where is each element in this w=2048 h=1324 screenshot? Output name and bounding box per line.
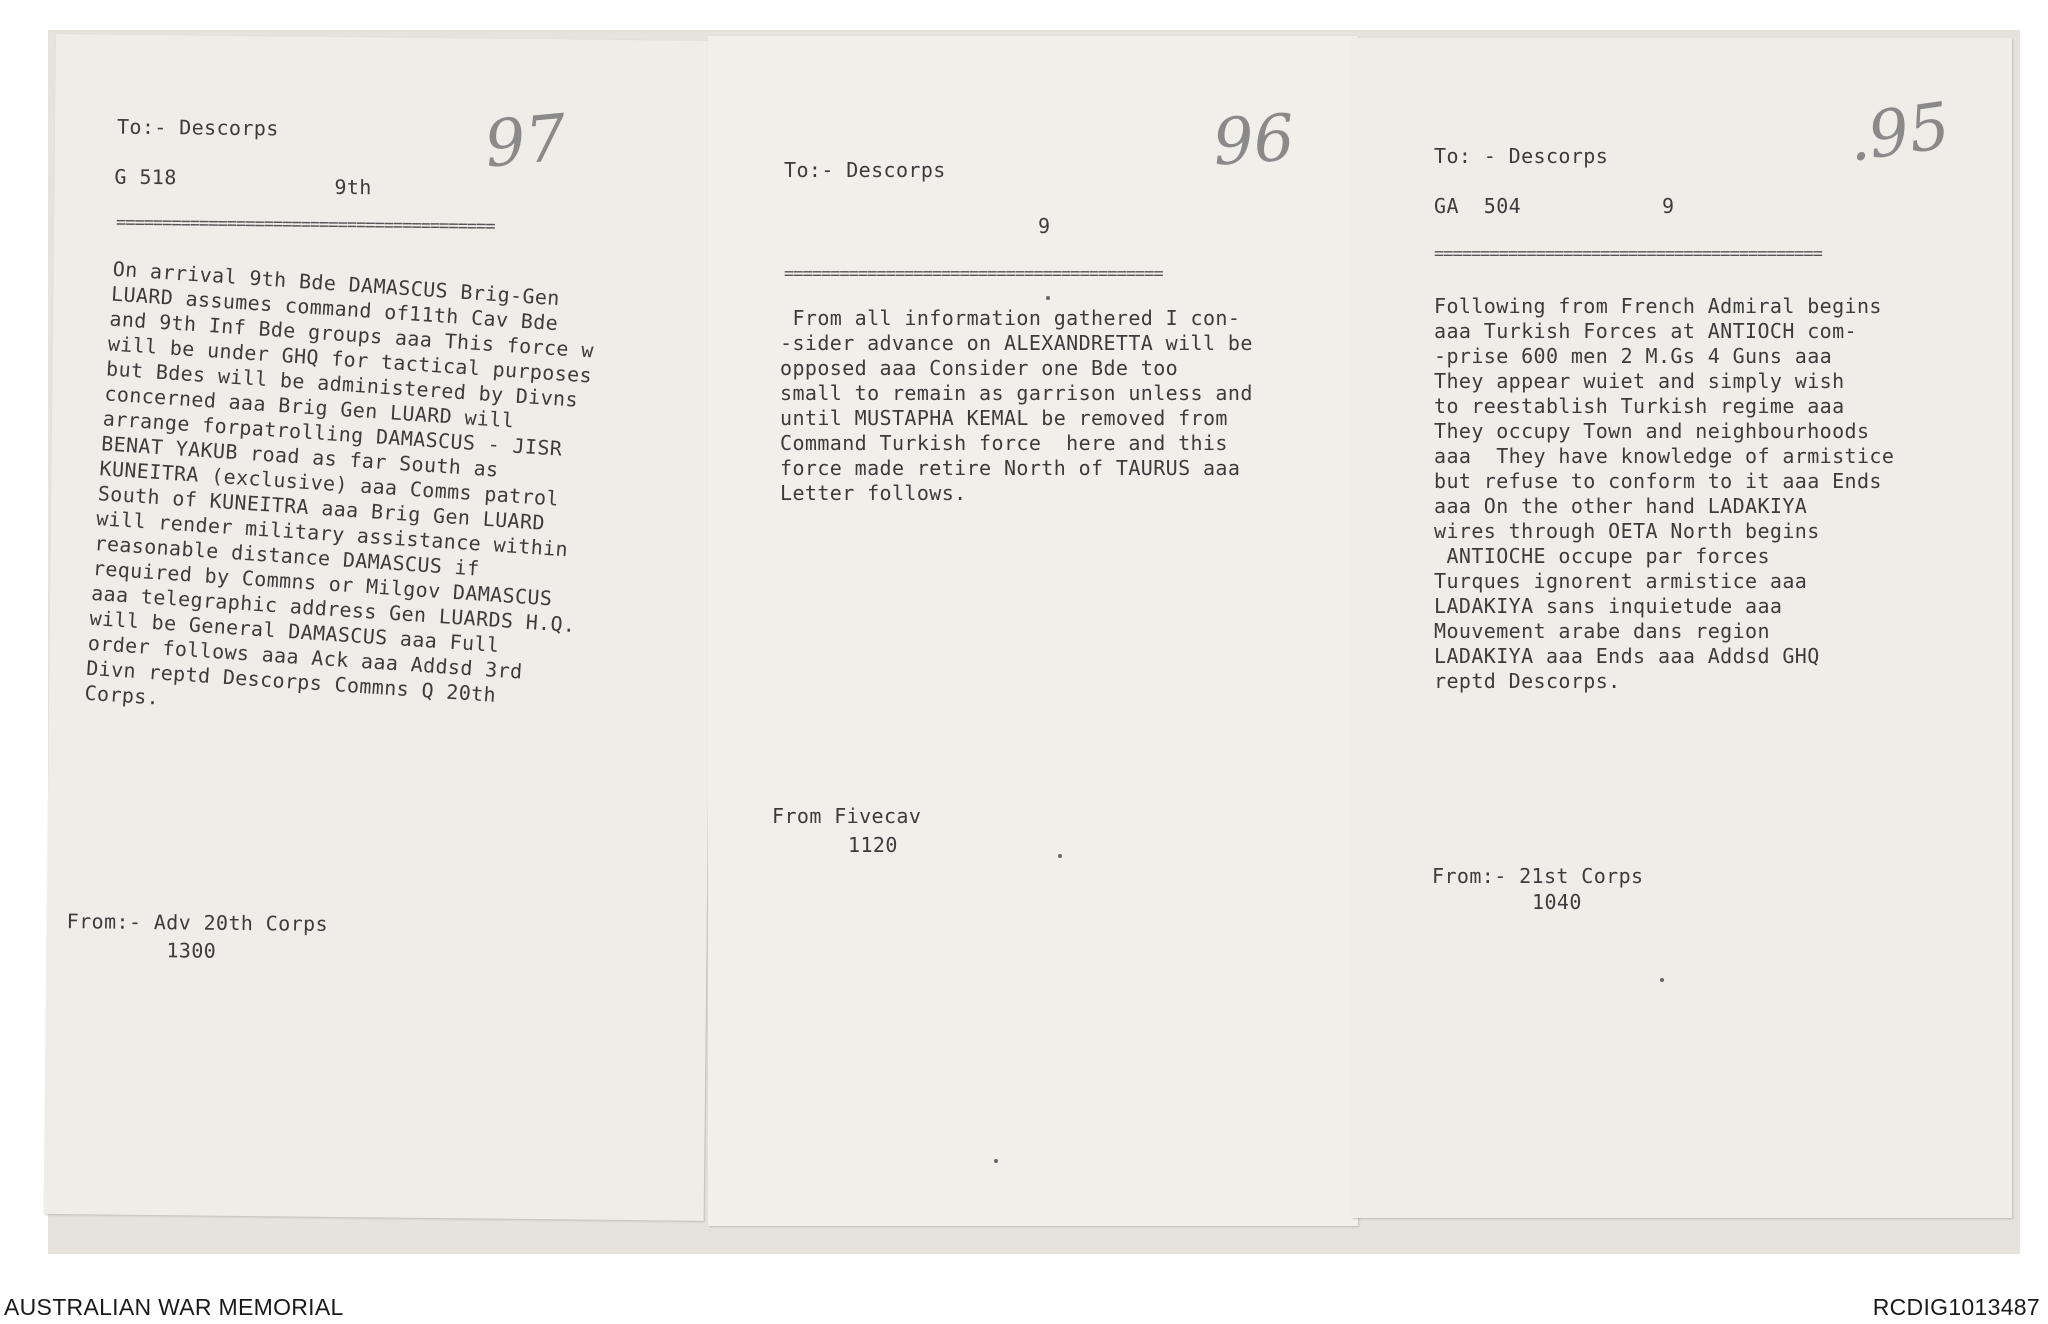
sender: From:- 21st Corps [1432,864,1644,888]
addressee: To:- Descorps [116,114,279,141]
telegram-sheet-1 [44,34,716,1221]
message-body: On arrival 9th Bde DAMASCUS Brig-Gen LUARD assumes command of11th Cav Bde and 9th Inf Bde groups aaa This force w will be under GHQ for tactical purposes but Bdes will be administered by Divns concerned aaa Brig Gen LUARD will arrange forpatrolling DAMASCUS - JISR BENAT YAKUB road as far South as KUNEITRA (exclusive) aaa Comms patrol South of KUNEITRA aaa Brig Gen LUARD will render military assistance within reasonable distance DAMASCUS if required by Commns or Milgov DAMASCUS aaa telegraphic address Gen LUARDS H.Q. will be General DAMASCUS aaa Full order follows aaa Ack aaa Addsd 3rd Divn reptd Descorps Commns Q 20th Corps. [83,256,595,710]
addressee: To:- Descorps [784,158,946,182]
folio-number: .95 [1843,89,1955,177]
ink-dot [994,1159,998,1163]
message-date: 9 [1662,194,1675,218]
ink-dot [1660,978,1664,982]
footer-catalogue-id: RCDIG1013487 [1872,1294,2040,1320]
time-of-origin: 1120 [848,833,898,857]
addressee: To: - Descorps [1434,144,1609,168]
sender: From:- Adv 20th Corps [66,909,329,936]
ink-dot [1046,296,1050,300]
separator-rule: ========================================= [115,212,495,237]
separator-rule: ========================================== [1434,244,1822,264]
time-of-origin: 1040 [1532,890,1582,914]
message-date: 9 [1038,214,1051,238]
message-date: 9th [334,174,372,200]
message-body: Following from French Admiral begins aaa Turkish Forces at ANTIOCH com- -prise 600 men 2 M.Gs 4 Guns aaa They appear wuiet and simply wish to reestablish Turkish regime aaa They occupy Town and neighbourhoods aaa They have knowledge of armistice but refuse to conform to it aaa Ends aaa On the other hand LADAKIYA wires through OETA North begins ANTIOCHE occupe par forces Turques ignorent armistice aaa LADAKIYA sans inquietude aaa Mouvement arabe dans region LADAKIYA aaa Ends aaa Addsd GHQ reptd Descorps. [1434,294,1895,693]
sender: From Fivecav [772,804,922,828]
message-reference: G 518 [114,164,177,190]
telegram-sheet-2 [708,36,1358,1226]
time-of-origin: 1300 [166,938,217,963]
ink-dot [1058,854,1062,858]
message-body: From all information gathered I con- -sider advance on ALEXANDRETTA will be opposed aaa Consider one Bde too small to remain as garrison unless and until MUSTAPHA KEMAL be removed from Command Turkish force here and this force made retire North of TAURUS aaa Letter follows. [780,306,1253,505]
telegram-sheet-3 [1352,38,2012,1218]
folio-number: 97 [481,101,570,183]
footer-institution: AUSTRALIAN WAR MEMORIAL [4,1294,344,1320]
message-reference: GA 504 [1434,194,1522,218]
separator-rule: ========================================= [784,264,1163,284]
folio-number: 96 [1210,101,1297,181]
